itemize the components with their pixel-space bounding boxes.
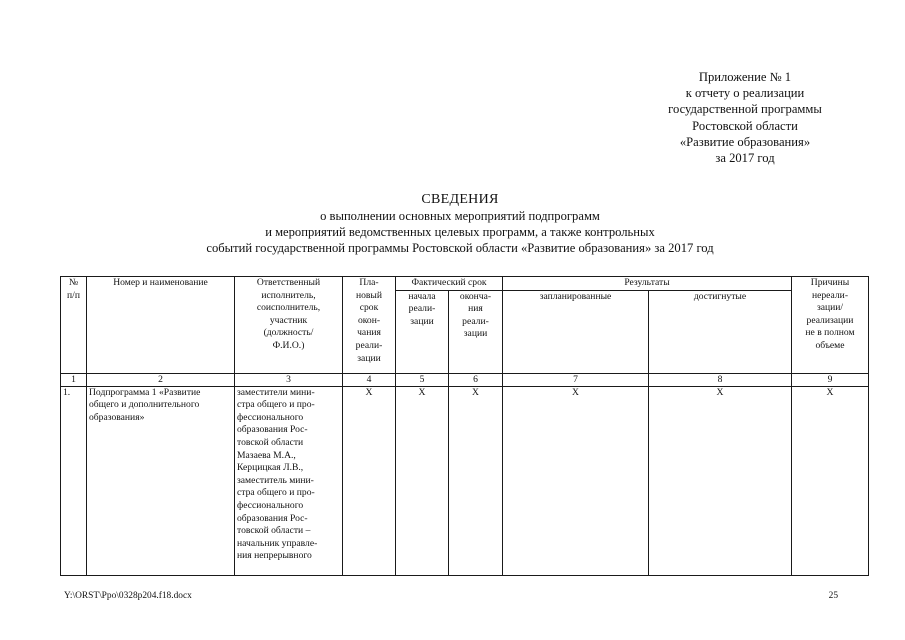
- heading-line: и мероприятий ведомственных целевых программ, а также контрольных: [265, 225, 655, 239]
- column-number: 2: [87, 373, 235, 386]
- appendix-line: к отчету о реализации: [685, 86, 805, 101]
- row-actual-end: Х: [449, 386, 503, 575]
- heading-line: событий государственной программы Ростовской области «Развитие образования» за 2017 год: [206, 241, 714, 255]
- column-number: 4: [343, 373, 396, 386]
- header-row: [61, 277, 869, 291]
- header-actual-end-text: оконча- ния реали- зации: [459, 290, 492, 340]
- row-num: 1.: [61, 386, 87, 575]
- row-executor: [235, 386, 343, 575]
- footer-file-path: Y:\ORST\Ppo\0328p204.f18.docx: [64, 591, 192, 601]
- column-number: 8: [649, 373, 792, 386]
- row-planned: Х: [503, 386, 649, 575]
- column-number: 9: [792, 373, 869, 386]
- appendix-line: Ростовской области: [692, 118, 798, 133]
- column-number: 7: [503, 373, 649, 386]
- appendix-line: «Развитие образования»: [679, 134, 811, 149]
- column-number: 5: [396, 373, 449, 386]
- row-reasons: Х: [792, 386, 869, 575]
- header-results: [503, 277, 792, 291]
- column-number-row: [61, 373, 869, 386]
- report-table: [60, 276, 869, 576]
- header-planned-end-text: Пла- новый срок окон- чания реали- зации: [355, 277, 383, 364]
- appendix-block: [600, 69, 890, 166]
- header-planned-text: запланированные: [539, 290, 612, 302]
- header-actual-term-text: Фактический срок: [411, 277, 487, 288]
- header-planned-end: [343, 277, 396, 374]
- header-results-text: Результаты: [624, 277, 670, 288]
- header-executor: [235, 277, 343, 374]
- header-planned: [503, 290, 649, 373]
- header-name: [87, 277, 235, 374]
- row-executor-text: заместители мини- стра общего и про- фессионального образования Рос- товской области Мазаева М.А., Керцицкая Л.В., заместитель мини- стра общего и про- фессионального образования Рос- товской области – начальник управле- ния непрерывного: [237, 386, 318, 562]
- header-actual-end: [449, 290, 503, 373]
- header-reasons: [792, 277, 869, 374]
- row-planned-end: Х: [343, 386, 396, 575]
- header-num-text: № п/п: [67, 277, 80, 301]
- row-achieved: Х: [649, 386, 792, 575]
- page-number: 25: [828, 591, 838, 601]
- column-number: 1: [61, 373, 87, 386]
- column-number: 6: [449, 373, 503, 386]
- header-actual-start-text: начала реали- зации: [408, 290, 436, 327]
- document-heading: [60, 191, 860, 256]
- row-actual-start: Х: [396, 386, 449, 575]
- appendix-line: государственной программы: [668, 102, 822, 117]
- header-actual-start: [396, 290, 449, 373]
- row-name: [87, 386, 235, 575]
- document-title: СВЕДЕНИЯ: [421, 192, 499, 207]
- header-achieved: [649, 290, 792, 373]
- header-executor-text: Ответственный исполнитель, соисполнитель, участник (должность/ Ф.И.О.): [256, 277, 321, 351]
- heading-line: о выполнении основных мероприятий подпрограмм: [320, 209, 600, 223]
- header-actual-term: [396, 277, 503, 291]
- header-num: [61, 277, 87, 374]
- header-name-text: Номер и наименование: [113, 277, 208, 288]
- table-row: [61, 386, 869, 575]
- appendix-line: Приложение № 1: [698, 70, 792, 84]
- header-reasons-text: Причины нереали- зации/ реализации не в полном объеме: [805, 277, 855, 351]
- appendix-line: за 2017 год: [715, 151, 775, 166]
- row-name-text: Подпрограмма 1 «Развитие общего и дополнительного образования»: [89, 386, 201, 423]
- column-number: 3: [235, 373, 343, 386]
- header-achieved-text: достигнутые: [693, 290, 747, 302]
